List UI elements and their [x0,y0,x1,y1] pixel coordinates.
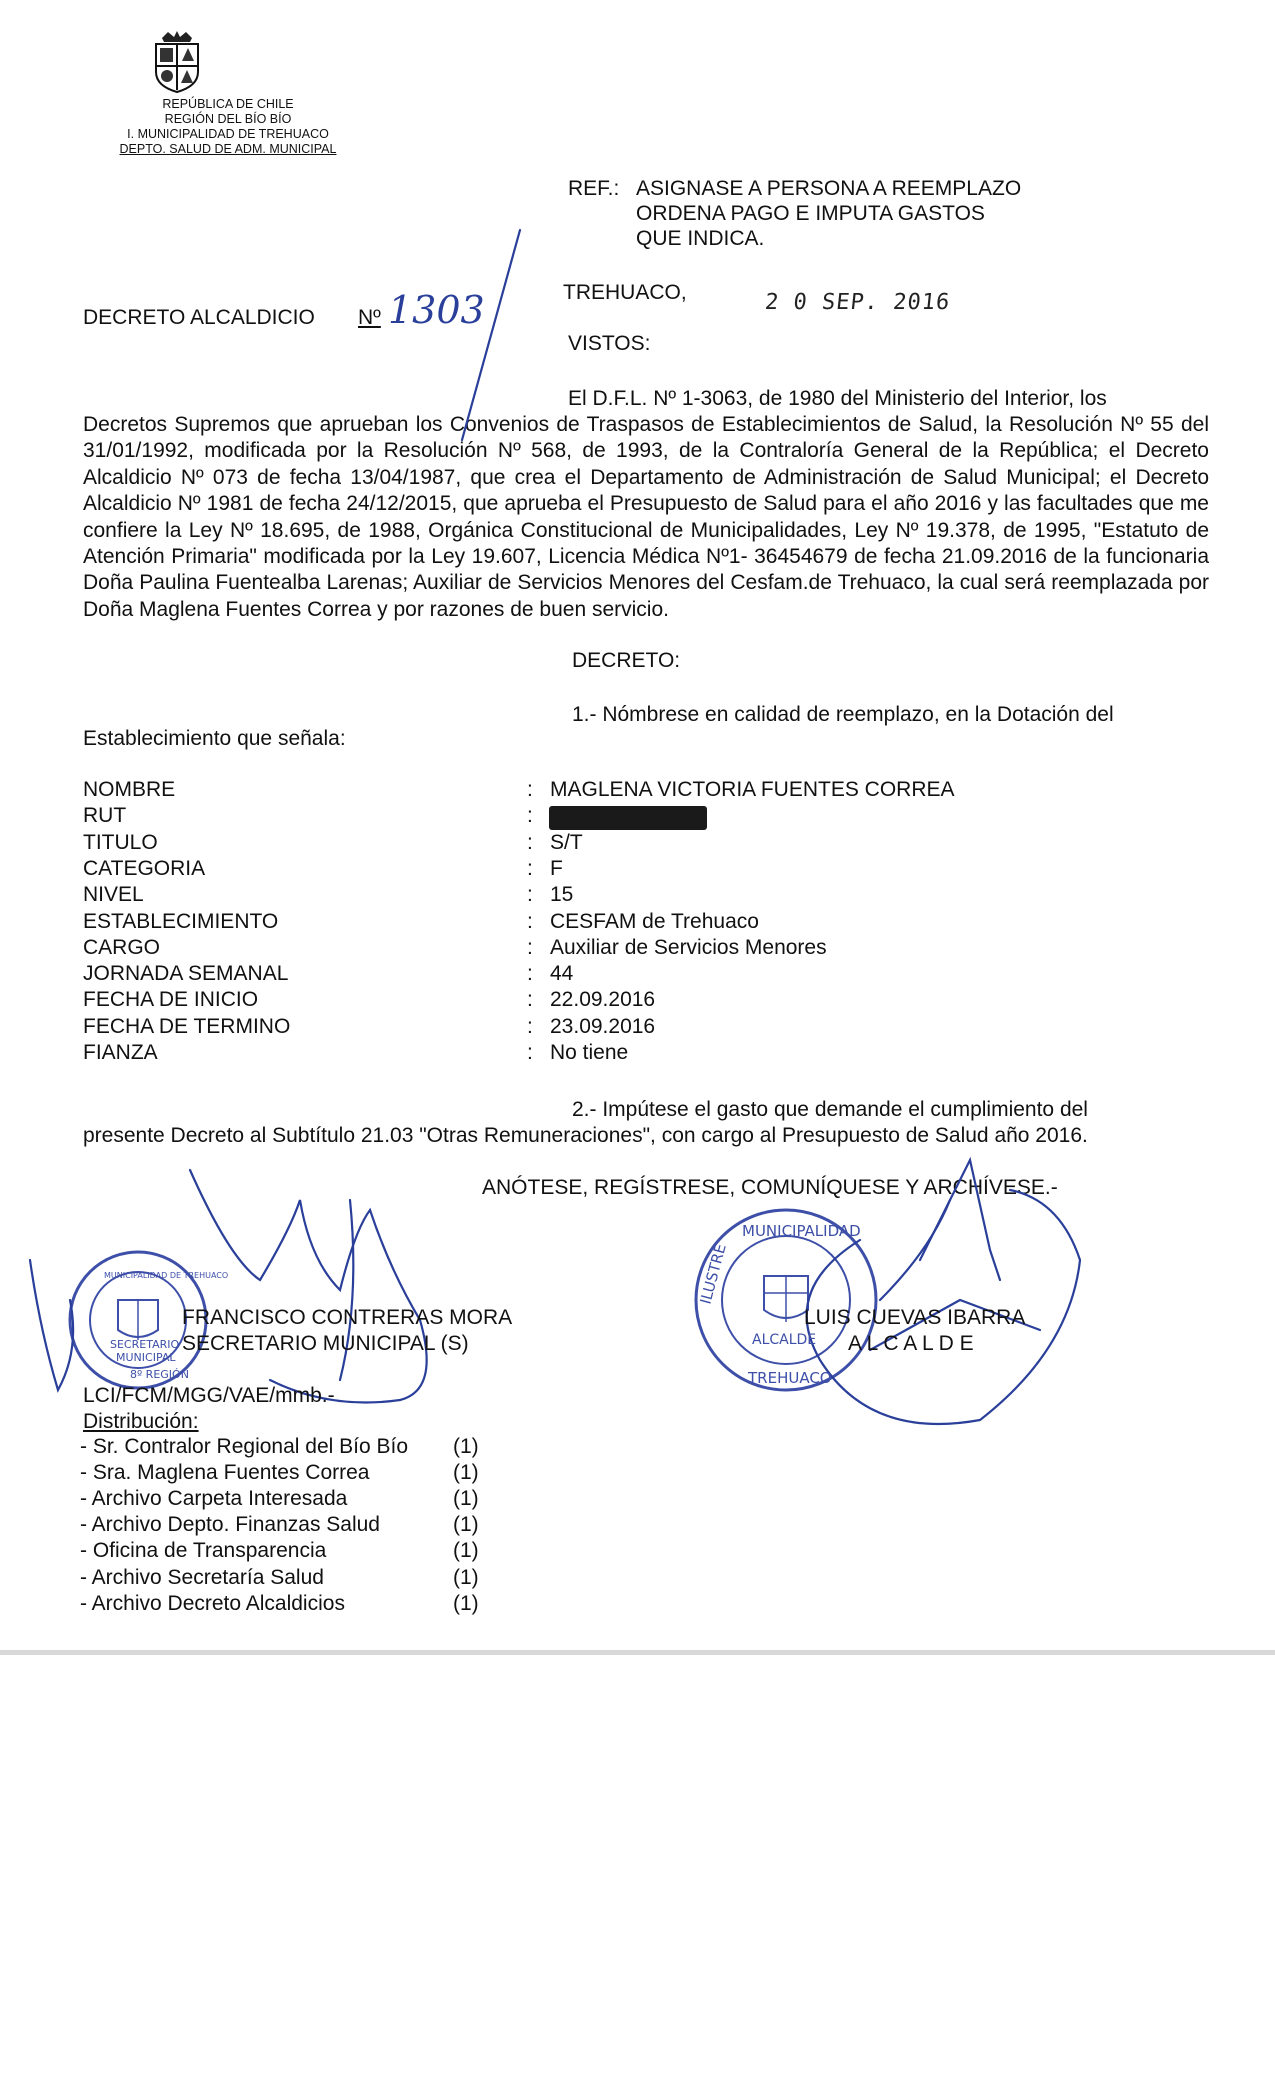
distribution-count: (1) [453,1513,479,1537]
field-colon: : [527,909,533,933]
mayor-name: LUIS CUEVAS IBARRA [804,1306,1026,1329]
initials: LCI/FCM/MGG/VAE/mmb.- [83,1384,335,1407]
field-colon: : [527,856,533,880]
field-label: CATEGORIA [83,856,206,880]
secretary-title: SECRETARIO MUNICIPAL (S) [182,1332,469,1355]
distribution-count: (1) [453,1591,479,1615]
field-colon: : [527,988,533,1012]
right-stamp-inner: ALCALDE [752,1332,817,1348]
field-value: CESFAM de Trehuaco [550,909,759,933]
decree-number-prefix: Nº [358,306,381,329]
mayor-title: A L C A L D E [848,1332,974,1355]
distribution-count: (1) [453,1565,479,1589]
field-value: S/T [550,830,583,854]
field-colon: : [527,1014,533,1038]
field-label: JORNADA SEMANAL [83,962,289,986]
closing-formula: ANÓTESE, REGÍSTRESE, COMUNÍQUESE Y ARCHÍVESE.- [482,1176,1058,1199]
distribution-heading: Distribución: [83,1410,199,1433]
field-label: TITULO [83,830,158,854]
header-line-2: REGIÓN DEL BÍO BÍO [164,112,292,126]
distribution-item: - Oficina de Transparencia [80,1539,327,1563]
distribution-count: (1) [453,1461,479,1485]
left-stamp-bottom: 8º REGIÓN [130,1368,189,1381]
field-value: Auxiliar de Servicios Menores [550,935,827,959]
field-label: NOMBRE [83,778,176,801]
ref-line-3: QUE INDICA. [636,227,765,250]
field-colon: : [527,935,533,959]
field-value: F [550,856,563,880]
header-line-3: I. MUNICIPALIDAD DE TREHUACO [127,127,329,141]
distribution-item: - Archivo Depto. Finanzas Salud [80,1513,380,1537]
blank-area [0,1655,1275,2100]
distribution-item: - Archivo Decreto Alcaldicios [80,1591,345,1615]
field-value: MAGLENA VICTORIA FUENTES CORREA [550,778,955,801]
field-colon: : [527,962,533,986]
field-colon: : [527,883,533,907]
field-label: CARGO [83,935,161,959]
field-label: FECHA DE TERMINO [83,1014,291,1038]
distribution-item: - Sra. Maglena Fuentes Correa [80,1461,370,1485]
left-stamp-inner-2: MUNICIPAL [116,1351,176,1364]
ref-line-2: ORDENA PAGO E IMPUTA GASTOS [636,202,985,225]
item2-line2: presente Decreto al Subtítulo 21.03 "Otras Remuneraciones", con cargo al Presupuesto de Salud año 2016. [83,1124,1088,1147]
left-stamp-top-text: MUNICIPALIDAD DE TREHUACO [104,1271,229,1280]
decreto-item1-line1: 1.- Nómbrese en calidad de reemplazo, en la Dotación del [572,703,1114,726]
decree-place: TREHUACO, [563,281,687,304]
date-stamp: 2 0 SEP. 2016 [763,290,952,315]
right-stamp-bottom: TREHUACO [748,1369,832,1387]
decree-number-handwritten: 1303 [388,288,485,332]
distribution-count: (1) [453,1539,479,1563]
field-label: FECHA DE INICIO [83,988,259,1012]
field-colon: : [527,830,533,854]
header-line-4: DEPTO. SALUD DE ADM. MUNICIPAL [119,142,337,156]
header-line-1: REPÚBLICA DE CHILE [162,97,294,111]
decreto-item1-line2: Establecimiento que señala: [83,727,346,750]
field-colon: : [527,778,533,801]
field-label: ESTABLECIMIENTO [83,909,279,933]
field-value: 44 [550,962,574,986]
field-value: 22.09.2016 [550,988,656,1012]
field-colon: : [527,1041,533,1064]
vistos-body: Decretos Supremos que aprueban los Convenios de Traspasos de Establecimientos de Salud, la Resolución Nº 55 del 31/01/1992, modificada por la Resolución Nº 568, de 1993, de la Contraloría General de la República; el Decreto Alcaldicio Nº 073 de fecha 13/04/1987, que crea el Departamento de Administración de Salud Municipal; el Decreto Alcaldicio Nº 1981 de fecha 24/12/2015, que aprueba el Presupuesto de Salud para el año 2016 y las facultades que me confiere la Ley Nº 18.695, de 1988, Orgánica Constitucional de Municipalidades, Ley Nº 19.378, de 1995, "Estatuto de Atención Primaria" modificada por la Ley 19.607, Licencia Médica Nº1- 36454679 de fecha 21.09.2016 de la funcionaria Doña Paulina Fuentealba Larenas; Auxiliar de Servicios Menores del Cesfam.de Trehuaco, la cual será reemplazada por Doña Maglena Fuentes Correa y por razones de buen servicio. [83,413,1209,621]
field-label: NIVEL [83,883,144,907]
secretary-name: FRANCISCO CONTRERAS MORA [182,1306,513,1329]
field-label: FIANZA [83,1041,158,1064]
distribution-count: (1) [453,1487,479,1511]
item2-line1: 2.- Impútese el gasto que demande el cumplimiento del [572,1098,1088,1121]
distribution-item: - Sr. Contralor Regional del Bío Bío [80,1435,409,1458]
field-value: No tiene [550,1041,629,1064]
field-label: RUT [83,804,127,828]
vistos-heading: VISTOS: [568,332,651,355]
handwritten-strokes [30,230,1080,1424]
right-stamp-top: MUNICIPALIDAD [742,1222,861,1240]
distribution-item: - Archivo Carpeta Interesada [80,1487,348,1511]
ref-line-1: ASIGNASE A PERSONA A REEMPLAZO [636,177,1022,200]
distribution-item: - Archivo Secretaría Salud [80,1565,324,1589]
left-stamp-inner-1: SECRETARIO [110,1338,180,1351]
field-colon: : [527,804,533,828]
vistos-first-line: El D.F.L. Nº 1-3063, de 1980 del Ministerio del Interior, los [568,387,1107,410]
right-stamp-left: ILUSTRE [696,1241,730,1307]
ref-label: REF.: [568,177,620,200]
field-value: 23.09.2016 [550,1014,656,1038]
distribution-count: (1) [453,1435,479,1458]
decreto-heading: DECRETO: [572,649,681,672]
decree-title: DECRETO ALCALDICIO [83,306,315,329]
field-value: 15 [550,883,574,907]
